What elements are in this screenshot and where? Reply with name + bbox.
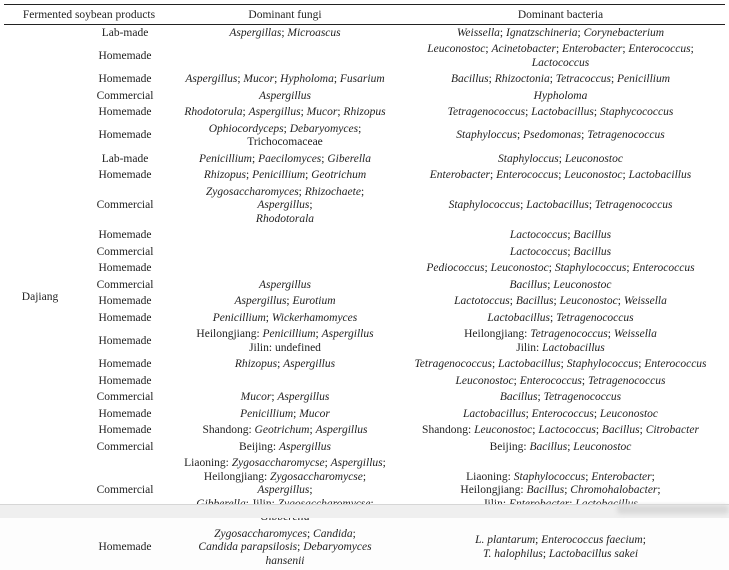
table-row xyxy=(4,42,725,72)
product-type-cell: Lab-made xyxy=(101,26,149,39)
product-type-cell: Homemade xyxy=(98,311,152,324)
dominant-fungi-cell xyxy=(174,151,396,168)
cell-line: T. halophilus; Lactobacillus sakei xyxy=(482,547,639,560)
dominant-fungi-cell xyxy=(174,526,396,570)
cell-line: Bacillus; Rhizoctonia; Tetracoccus; Penicillium xyxy=(450,73,671,85)
cell-line: Aspergillus xyxy=(259,89,311,102)
table-row xyxy=(4,244,725,261)
table-row xyxy=(4,168,725,185)
product-type-cell: Homemade xyxy=(98,295,152,307)
cell-line: Lactococcus; Bacillus xyxy=(509,229,612,241)
dominant-fungi-cell xyxy=(174,439,396,456)
dominant-fungi-cell xyxy=(174,105,396,122)
dominant-fungi-cell xyxy=(174,373,396,390)
dominant-bacteria-cell xyxy=(396,105,725,122)
table-row xyxy=(4,72,725,89)
dominant-fungi-cell xyxy=(174,310,396,327)
dominant-bacteria-cell xyxy=(396,373,725,390)
dominant-bacteria-cell xyxy=(396,357,725,374)
product-type-cell: Commercial xyxy=(96,278,154,291)
table-row xyxy=(4,151,725,168)
cell-line: Penicillium; Mucor xyxy=(240,407,330,420)
page-bottom-shadow xyxy=(0,504,729,518)
dominant-bacteria-cell xyxy=(396,390,725,407)
cell-line: Zygosaccharomyces; Candida; xyxy=(214,527,356,540)
cell-line: Leuconostoc; Acinetobacter; Enterobacter; Enterococcus; Lactococcus xyxy=(427,43,694,69)
cell-line: Jilin: Lactobacillus xyxy=(516,341,605,354)
scan-smudge xyxy=(617,505,729,514)
product-type-cell: Homemade xyxy=(98,106,152,118)
dominant-fungi-cell xyxy=(174,88,396,105)
cell-line: Lactobacillus; Tetragenococcus xyxy=(487,311,634,324)
cell-line xyxy=(178,262,392,276)
cell-line: Rhizopus; Aspergillus xyxy=(234,358,336,370)
product-type-cell: Homemade xyxy=(98,169,152,181)
cell-line: Candida parapsilosis; Debaryomyces hansenii xyxy=(198,541,372,567)
cell-line: Tetragenococcus; Lactobacillus; Staphylococcus; Enterococcus xyxy=(414,358,707,370)
dominant-fungi-cell xyxy=(174,406,396,423)
cell-line: Lactococcus; Bacillus xyxy=(509,245,612,258)
dominant-fungi-cell xyxy=(174,228,396,245)
dominant-bacteria-cell xyxy=(396,310,725,327)
dominant-fungi-cell xyxy=(174,244,396,261)
cell-line: Lactobacillus; Enterococcus; Leuconostoc xyxy=(462,407,659,420)
table-row xyxy=(4,423,725,440)
cell-line: Leuconostoc; Enterococcus; Tetragenococcus xyxy=(455,374,666,387)
product-type-cell: Homemade xyxy=(98,49,152,62)
dominant-bacteria-cell xyxy=(396,406,725,423)
cell-line: Rhodotorala xyxy=(255,212,315,225)
table-row xyxy=(4,184,725,228)
dominant-fungi-cell xyxy=(174,25,396,42)
product-group-label: Dajiang xyxy=(21,290,59,303)
product-type-cell: Homemade xyxy=(98,229,152,241)
table-row xyxy=(4,25,725,42)
cell-line: Shandong: Leuconostoc; Lactococcus; Bacillus; Citrobacter xyxy=(422,424,699,436)
cell-line xyxy=(178,375,392,389)
table-body xyxy=(4,25,725,570)
dominant-bacteria-cell xyxy=(396,168,725,185)
dominant-fungi-cell xyxy=(174,390,396,407)
table-row xyxy=(4,373,725,390)
table-row xyxy=(4,88,725,105)
product-type-cell: Lab-made xyxy=(101,152,149,165)
dominant-fungi-cell xyxy=(174,327,396,357)
cell-line: Aspergillus; Mucor; Hypholoma; Fusarium xyxy=(185,73,385,85)
cell-line: L. plantarum; Enterococcus faecium; xyxy=(475,534,646,547)
dominant-bacteria-cell xyxy=(396,277,725,294)
dominant-fungi-cell xyxy=(174,168,396,185)
cell-line: Enterobacter; Enterococcus; Leuconostoc; Lactobacillus xyxy=(429,169,692,181)
cell-line: Aspergillas; Microascus xyxy=(229,26,341,39)
cell-line: Penicillium; Wickerhamomyces xyxy=(212,311,358,324)
cell-line: Hypholoma xyxy=(533,89,588,102)
table-header xyxy=(4,5,725,25)
product-type-cell: Commercial xyxy=(96,484,154,496)
dominant-bacteria-cell xyxy=(396,439,725,456)
cell-line xyxy=(178,246,392,260)
dominant-fungi-cell xyxy=(174,277,396,294)
product-type-cell: Homemade xyxy=(98,334,152,347)
cell-line: Lactotoccus; Bacillus; Leuconostoc; Weissella xyxy=(454,295,667,307)
product-type-cell: Commercial xyxy=(96,199,154,211)
product-type-cell: Homemade xyxy=(98,262,152,274)
cell-line xyxy=(178,229,392,243)
cell-line: Pediococcus; Leuconostoc; Staphylococcus; Enterococcus xyxy=(426,262,695,274)
cell-line: Heilongjiang: Zygosaccharomycse; Aspergillus; xyxy=(203,470,367,496)
dominant-bacteria-cell xyxy=(396,526,725,570)
cell-line: Heilongjiang: Bacillus; Chromohalobacter; xyxy=(460,484,661,496)
cell-line: Penicillium; Paecilomyces; Giberella xyxy=(198,152,372,165)
dominant-bacteria-cell xyxy=(396,423,725,440)
dominant-fungi-cell xyxy=(174,72,396,89)
header-fermented-soybean-products: Fermented soybean products xyxy=(4,5,174,25)
dominant-bacteria-cell xyxy=(396,184,725,228)
cell-line: Heilongjiang: Tetragenococcus; Weissella xyxy=(464,328,657,340)
dominant-fungi-cell xyxy=(174,294,396,311)
cell-line: Zygosaccharomyces; Rhizochaete; Aspergillus; xyxy=(205,185,365,211)
cell-line: Staphyloccus; Psedomonas; Tetragenococcus xyxy=(456,129,665,142)
dominant-bacteria-cell xyxy=(396,121,725,151)
product-type-cell: Commercial xyxy=(96,89,154,102)
product-type-cell: Homemade xyxy=(98,541,152,553)
table-row xyxy=(4,390,725,407)
product-type-cell: Homemade xyxy=(98,129,152,142)
product-type-cell: Homemade xyxy=(98,358,152,370)
table-row xyxy=(4,310,725,327)
header-dominant-bacteria: Dominant bacteria xyxy=(396,5,725,25)
product-type-cell: Commercial xyxy=(96,440,154,453)
product-type-cell: Homemade xyxy=(98,424,152,436)
table-row xyxy=(4,439,725,456)
dominant-bacteria-cell xyxy=(396,261,725,278)
dominant-bacteria-cell xyxy=(396,72,725,89)
header-dominant-fungi: Dominant fungi xyxy=(174,5,396,25)
cell-line: Liaoning: Staphylococcus; Enterobacter; xyxy=(466,470,655,483)
product-type-cell: Homemade xyxy=(98,374,152,387)
cell-line: Heilongjiang: Penicillium; Aspergillus xyxy=(196,328,374,340)
cell-line: Bacillus; Tetragenococcus xyxy=(499,391,622,403)
cell-line: Beijing: Bacillus; Leuconostoc xyxy=(489,440,632,453)
product-type-cell: Commercial xyxy=(96,245,154,258)
product-type-cell: Commercial xyxy=(96,391,154,403)
cell-line: Jilin: undefined xyxy=(249,341,321,354)
dominant-fungi-cell xyxy=(174,357,396,374)
dominant-bacteria-cell xyxy=(396,294,725,311)
dominant-fungi-cell xyxy=(174,423,396,440)
product-type-cell: Homemade xyxy=(98,407,152,420)
table-row xyxy=(4,121,725,151)
table-row xyxy=(4,261,725,278)
dominant-fungi-cell xyxy=(174,261,396,278)
dominant-bacteria-cell xyxy=(396,25,725,42)
table-row xyxy=(4,105,725,122)
cell-line: Weissella; Ignatzschineria; Corynebacterium xyxy=(456,26,665,39)
cell-line: Mucor; Aspergillus xyxy=(240,391,330,403)
table-row xyxy=(4,277,725,294)
table-row xyxy=(4,357,725,374)
table-row xyxy=(4,228,725,245)
dominant-bacteria-cell xyxy=(396,244,725,261)
header-row xyxy=(4,5,725,25)
table-row xyxy=(4,327,725,357)
cell-line: Beijing: Aspergillus xyxy=(239,440,331,453)
cell-line: Tetragenococcus; Lactobacillus; Staphycococcus xyxy=(447,106,674,118)
cell-line: Liaoning: Zygosaccharomycse; Aspergillus; xyxy=(184,457,386,469)
dominant-bacteria-cell xyxy=(396,327,725,357)
cell-line: Staphyloccus; Leuconostoc xyxy=(498,152,623,165)
dominant-bacteria-cell xyxy=(396,151,725,168)
cell-line: Rhizopus; Penicillium; Geotrichum xyxy=(203,169,367,181)
cell-line: Staphylococcus; Lactobacillus; Tetragenococcus xyxy=(448,199,673,211)
dominant-fungi-cell xyxy=(174,121,396,151)
dominant-bacteria-cell xyxy=(396,88,725,105)
dominant-bacteria-cell xyxy=(396,42,725,72)
cell-line: Bacillus; Leuconostoc xyxy=(509,278,612,291)
product-type-cell: Homemade xyxy=(98,73,152,85)
table-row xyxy=(4,406,725,423)
dominant-bacteria-cell xyxy=(396,228,725,245)
cell-line: Rhodotorula; Aspergillus; Mucor; Rhizopus xyxy=(184,106,386,118)
dominant-fungi-cell xyxy=(174,184,396,228)
cell-line: Shandong: Geotrichum; Aspergillus xyxy=(202,424,368,436)
cell-line: Aspergillus; Eurotium xyxy=(234,295,336,307)
cell-line: Trichocomaceae xyxy=(247,136,323,148)
cell-line: Ophiocordyceps; Debaryomyces; xyxy=(208,122,362,135)
fermented-soybean-products-table xyxy=(4,4,725,570)
cell-line xyxy=(178,50,392,64)
table-row xyxy=(4,526,725,570)
cell-line: Aspergillus xyxy=(259,278,311,291)
table-row xyxy=(4,294,725,311)
dominant-fungi-cell xyxy=(174,42,396,72)
